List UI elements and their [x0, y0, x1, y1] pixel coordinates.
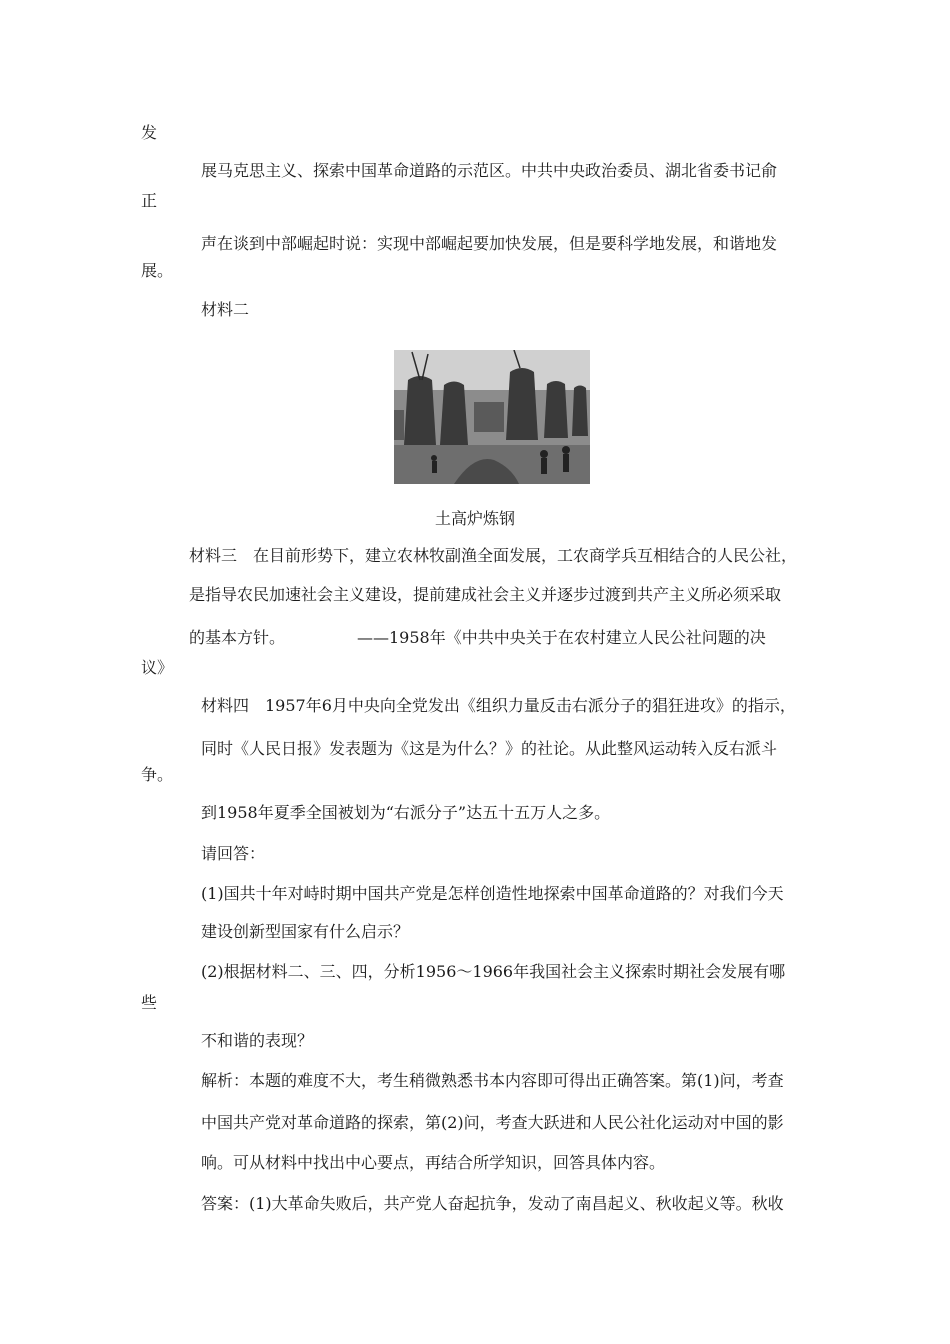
- text-line: 些: [141, 993, 158, 1012]
- text-line: 议》: [141, 658, 174, 677]
- figure-photo: [394, 350, 590, 484]
- text-line: 中国共产党对革命道路的探索，第(2)问，考查大跃进和人民公社化运动对中国的影: [201, 1113, 784, 1132]
- text-line: 声在谈到中部崛起时说：实现中部崛起要加快发展，但是要科学地发展，和谐地发: [201, 234, 778, 253]
- figure-caption: 土高炉炼钢: [434, 509, 515, 528]
- steel-furnace-photo: [394, 350, 590, 484]
- text-line: 展。: [141, 261, 174, 280]
- text-line: 材料二: [201, 300, 250, 319]
- text-line: 争。: [141, 765, 174, 784]
- text-line: 响。可从材料中找出中心要点，再结合所学知识，回答具体内容。: [201, 1153, 666, 1172]
- text-line: 到1958年夏季全国被划为“右派分子”达五十五万人之多。: [201, 803, 611, 822]
- text-line: 的基本方针。 ——1958年《中共中央关于在农村建立人民公社问题的决: [189, 628, 766, 647]
- text-line: 不和谐的表现？: [201, 1031, 314, 1050]
- text-line: 请回答：: [201, 844, 266, 863]
- text-line: 正: [141, 191, 158, 210]
- text-line: (1)国共十年对峙时期中国共产党是怎样创造性地探索中国革命道路的？对我们今天: [201, 884, 784, 903]
- text-line: 建设创新型国家有什么启示？: [201, 922, 410, 941]
- text-line: 发: [141, 123, 158, 142]
- text-line: 解析：本题的难度不大，考生稍微熟悉书本内容即可得出正确答案。第(1)问，考查: [201, 1071, 784, 1090]
- text-line: 同时《人民日报》发表题为《这是为什么？》的社论。从此整风运动转入反右派斗: [201, 739, 778, 758]
- text-line: (2)根据材料二、三、四，分析1956～1966年我国社会主义探索时期社会发展有哪: [201, 962, 786, 981]
- text-line: 材料三 在目前形势下，建立农林牧副渔全面发展，工农商学兵互相结合的人民公社，: [189, 546, 798, 565]
- text-line: 材料四 1957年6月中央向全党发出《组织力量反击右派分子的猖狂进攻》的指示，: [201, 696, 796, 715]
- text-line: 展马克思主义、探索中国革命道路的示范区。中共中央政治委员、湖北省委书记俞: [201, 161, 778, 180]
- text-line: 是指导农民加速社会主义建设，提前建成社会主义并逐步过渡到共产主义所必须采取: [189, 585, 782, 604]
- text-line: 答案：(1)大革命失败后，共产党人奋起抗争，发动了南昌起义、秋收起义等。秋收: [201, 1194, 784, 1213]
